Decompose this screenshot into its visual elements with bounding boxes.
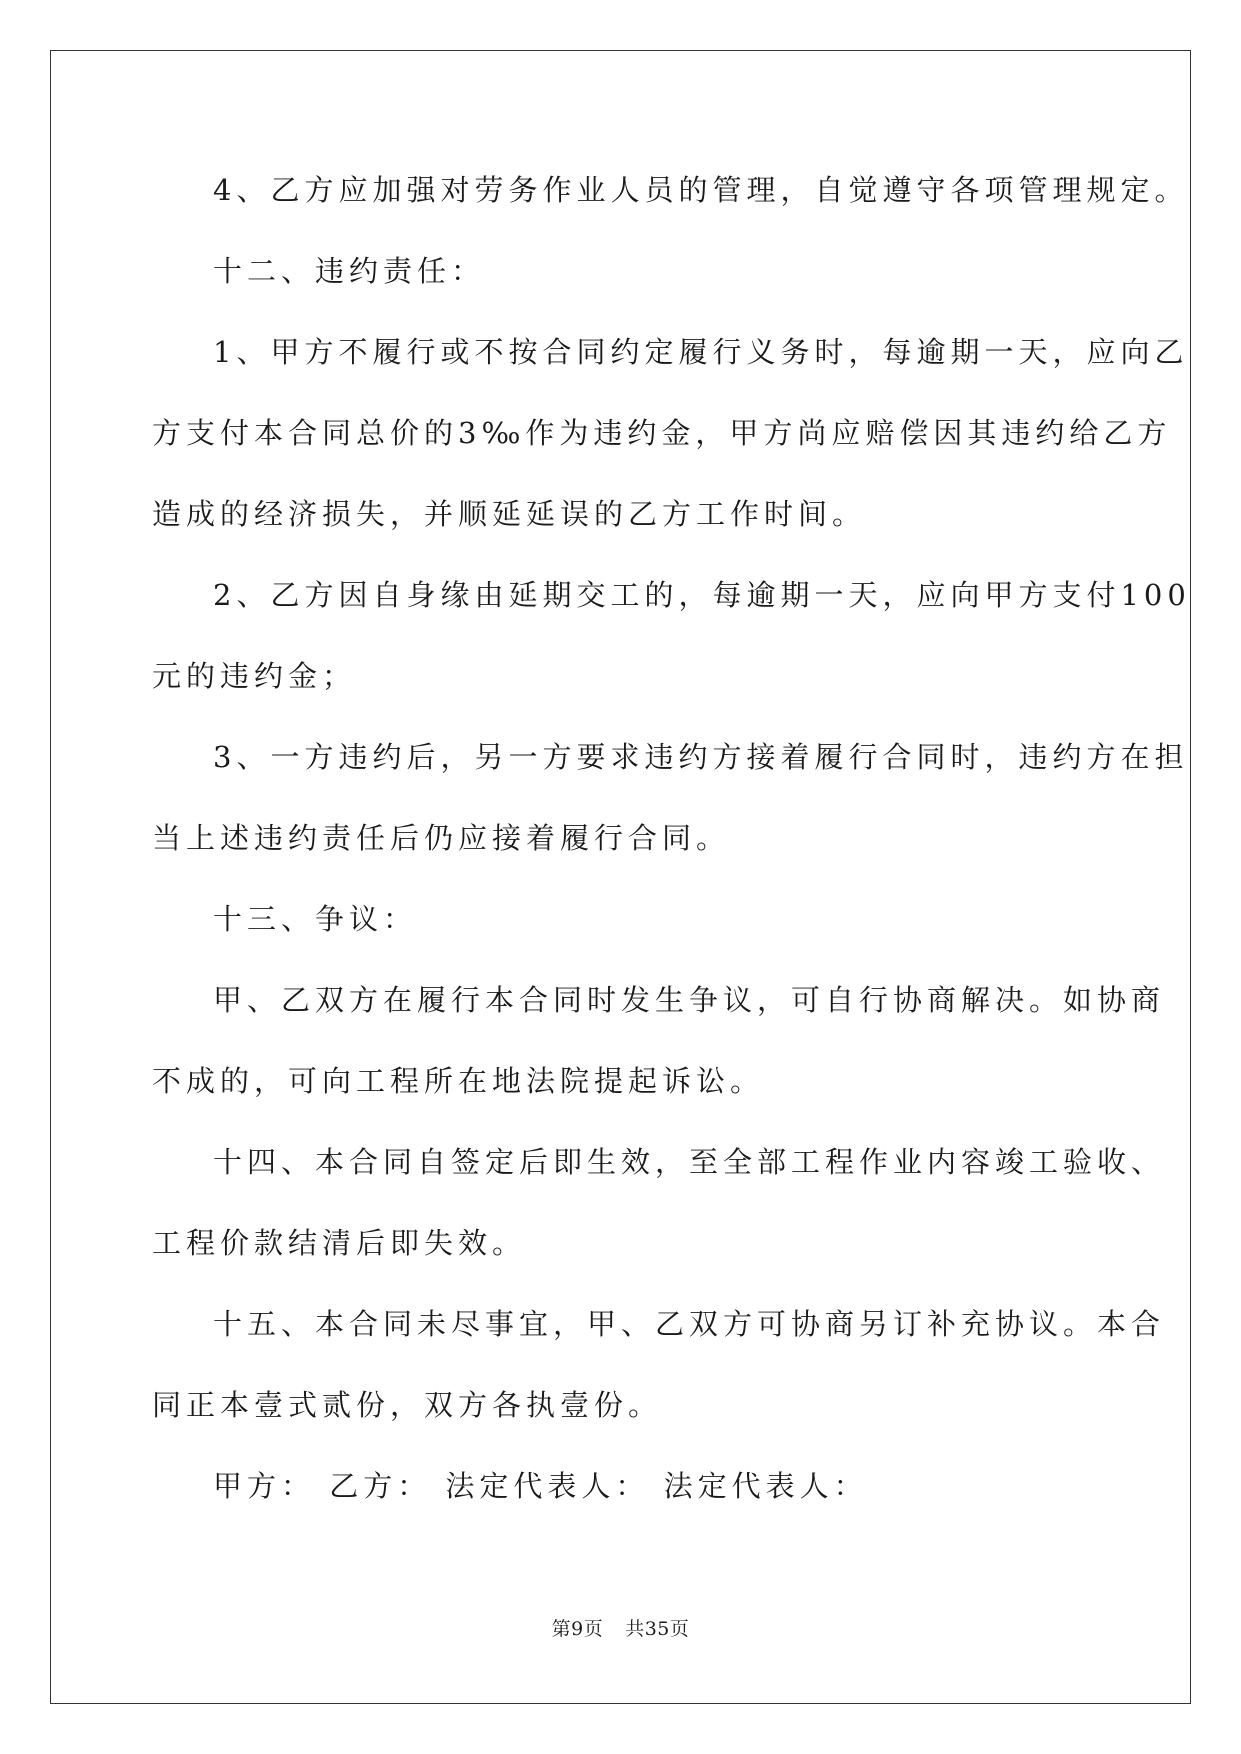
signature-line: 甲方： 乙方： 法定代表人： 法定代表人：: [213, 1469, 868, 1503]
clause-line: 4、乙方应加强对劳务作业人员的管理，自觉遵守各项管理规定。: [213, 173, 1189, 207]
clause-line: 十四、本合同自签定后即生效，至全部工程作业内容竣工验收、: [213, 1145, 1166, 1179]
document-body: [152, 150, 1191, 1527]
page-footer: [0, 1614, 1241, 1641]
clause-line: 同正本壹式贰份，双方各执壹份。: [152, 1388, 663, 1422]
clause-line: 元的违约金；: [152, 659, 357, 693]
clause-line: 工程价款结清后即失效。: [152, 1226, 527, 1260]
clause-line: 1、甲方不履行或不按合同约定履行义务时，每逾期一天，应向乙: [213, 335, 1189, 369]
clause-line: 当上述违约责任后仍应接着履行合同。: [152, 821, 731, 855]
current-page-number: 第9页: [551, 1618, 604, 1640]
section-heading-breach: 十二、违约责任：: [213, 254, 486, 288]
clause-line: 3、一方违约后，另一方要求违约方接着履行合同时，违约方在担: [213, 740, 1189, 774]
total-page-count: 共35页: [625, 1618, 690, 1640]
section-heading-dispute: 十三、争议：: [213, 902, 418, 936]
clause-line: 不成的，可向工程所在地法院提起诉讼。: [152, 1064, 765, 1098]
clause-line: 甲、乙双方在履行本合同时发生争议，可自行协商解决。如协商: [213, 983, 1166, 1017]
clause-line: 造成的经济损失，并顺延延误的乙方工作时间。: [152, 497, 867, 531]
clause-line: 方支付本合同总价的3‰作为违约金，甲方尚应赔偿因其违约给乙方: [152, 416, 1172, 450]
clause-line: 2、乙方因自身缘由延期交工的，每逾期一天，应向甲方支付100: [213, 578, 1191, 612]
clause-line: 十五、本合同未尽事宜，甲、乙双方可协商另订补充协议。本合: [213, 1307, 1166, 1341]
